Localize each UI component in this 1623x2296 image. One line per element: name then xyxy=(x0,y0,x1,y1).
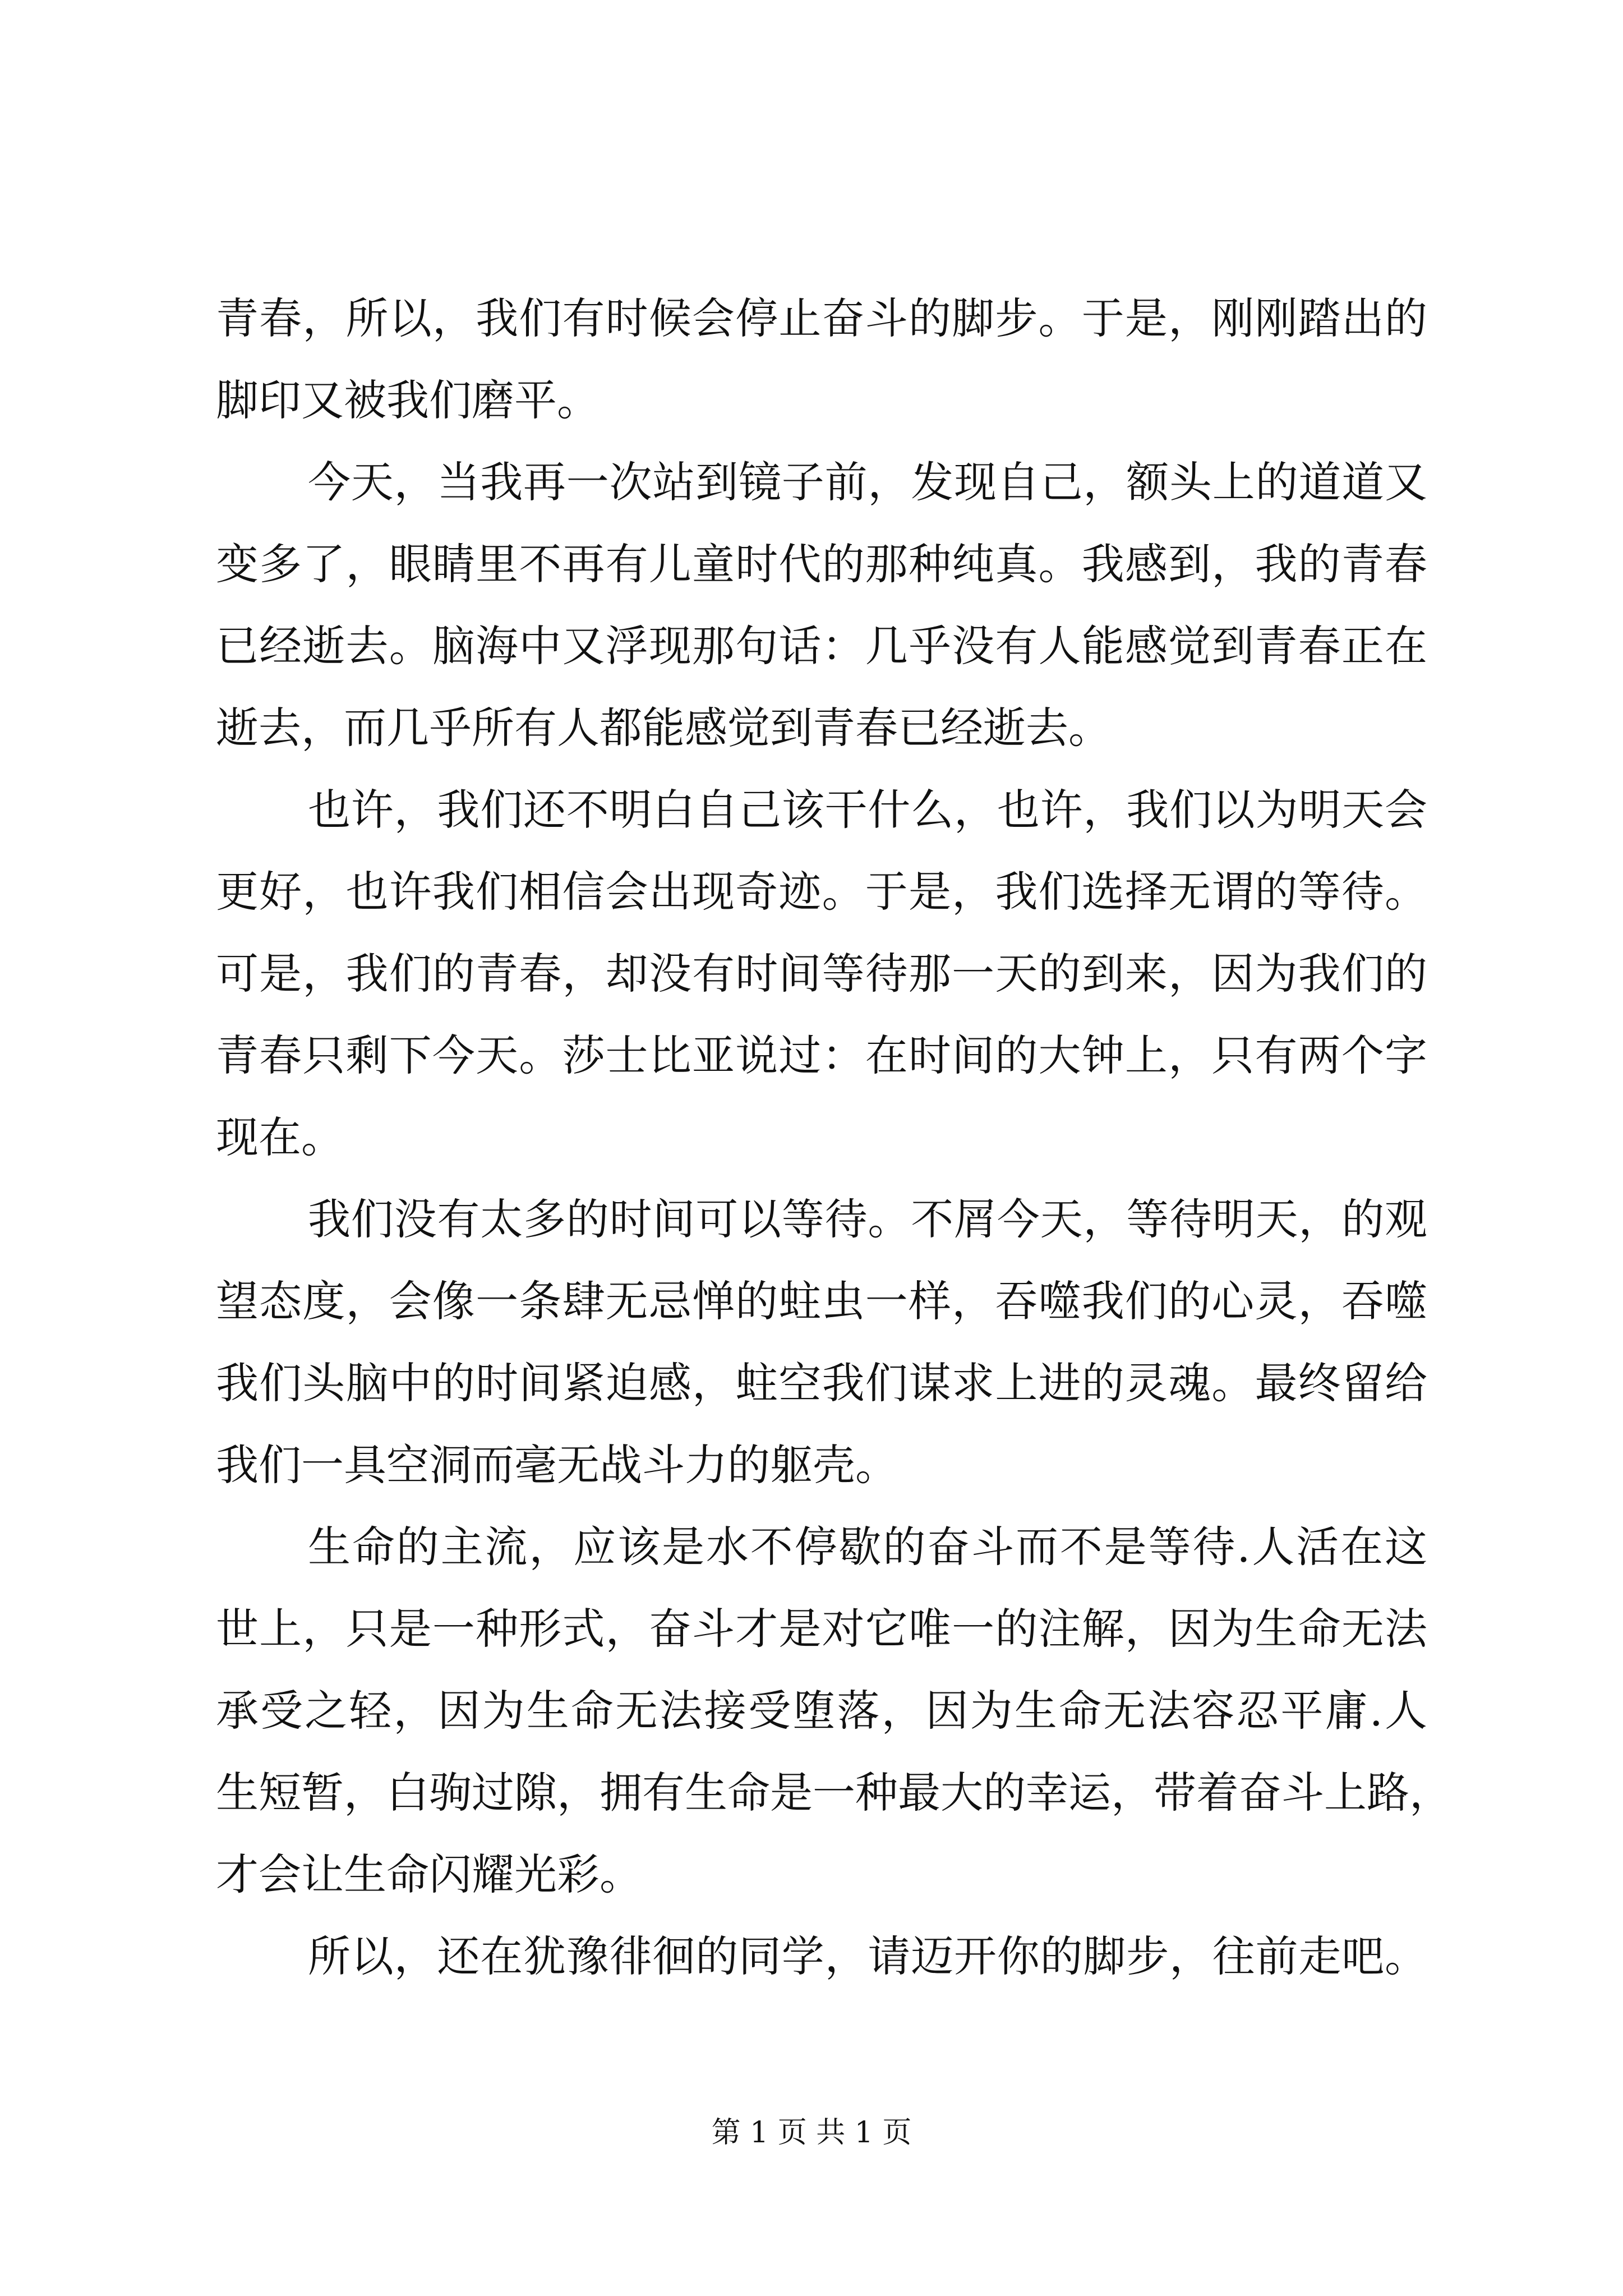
text-line: 生短暂，白驹过隙，拥有生命是一种最大的幸运，带着奋斗上路， xyxy=(216,1768,1452,1818)
document-body xyxy=(216,293,1452,2017)
text-line: 也许，我们还不明白自己该干什么，也许，我们以为明天会 xyxy=(308,785,1427,835)
text-line: 可是，我们的青春，却没有时间等待那一天的到来，因为我们的 xyxy=(216,949,1427,999)
page-number-label: 第 1 页 共 1 页 xyxy=(711,2116,912,2150)
text-line: 生命的主流，应该是水不停歇的奋斗而不是等待.人活在这 xyxy=(308,1522,1427,1572)
text-line: 已经逝去。脑海中又浮现那句话：几乎没有人能感觉到青春正在 xyxy=(216,621,1427,671)
text-line: 今天，当我再一次站到镜子前，发现自己，额头上的道道又 xyxy=(308,457,1427,507)
text-line: 世上，只是一种形式，奋斗才是对它唯一的注解，因为生命无法 xyxy=(216,1604,1427,1654)
text-line: 青春只剩下今天。莎士比亚说过：在时间的大钟上，只有两个字 xyxy=(216,1030,1427,1080)
text-line: 我们没有太多的时间可以等待。不屑今天，等待明天，的观 xyxy=(308,1194,1427,1244)
text-line: 青春，所以，我们有时候会停止奋斗的脚步。于是，刚刚踏出的 xyxy=(216,293,1427,343)
text-line: 才会让生命闪耀光彩。 xyxy=(216,1849,642,1899)
text-line: 变多了，眼睛里不再有儿童时代的那种纯真。我感到，我的青春 xyxy=(216,539,1427,589)
text-line: 逝去，而几乎所有人都能感觉到青春已经逝去。 xyxy=(216,703,1111,753)
text-line: 所以，还在犹豫徘徊的同学，请迈开你的脚步，往前走吧。 xyxy=(308,1931,1427,1981)
text-line: 承受之轻，因为生命无法接受堕落，因为生命无法容忍平庸.人 xyxy=(216,1686,1427,1736)
text-line: 脚印又被我们磨平。 xyxy=(216,375,600,425)
text-line: 我们头脑中的时间紧迫感，蛀空我们谋求上进的灵魂。最终留给 xyxy=(216,1358,1427,1408)
text-line: 现在。 xyxy=(216,1112,344,1162)
text-line: 我们一具空洞而毫无战斗力的躯壳。 xyxy=(216,1440,898,1490)
page-footer xyxy=(0,2116,1623,2150)
text-line: 望态度，会像一条肆无忌惮的蛀虫一样，吞噬我们的心灵，吞噬 xyxy=(216,1276,1427,1326)
text-line: 更好，也许我们相信会出现奇迹。于是，我们选择无谓的等待。 xyxy=(216,867,1427,917)
